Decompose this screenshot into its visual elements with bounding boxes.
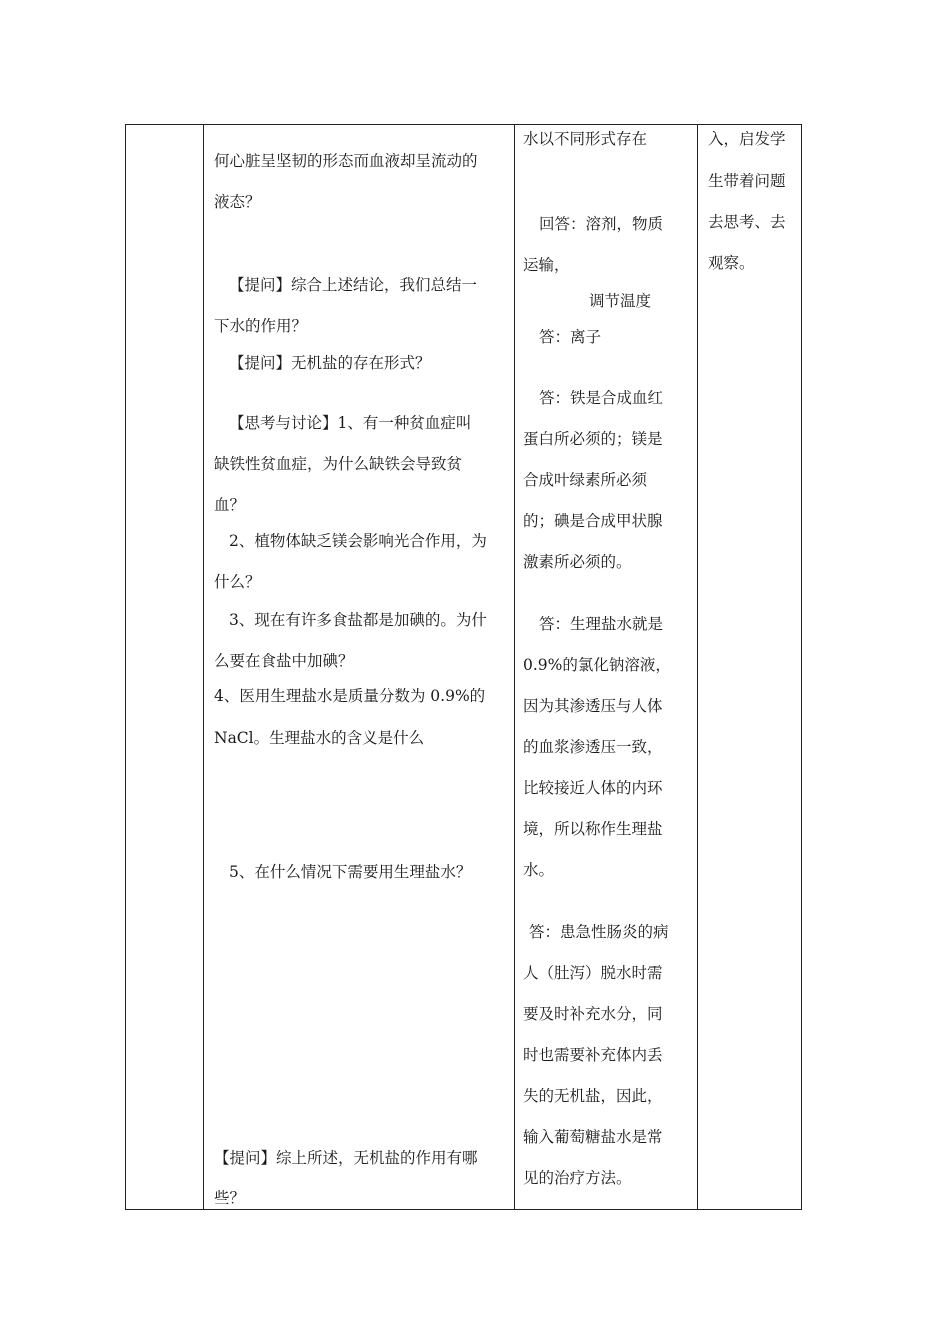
text-line: 激素所必须的。	[523, 553, 632, 571]
text-line: 观察。	[708, 254, 755, 272]
text-line: 答：铁是合成血红	[539, 389, 664, 407]
text-line: 输入葡萄糖盐水是常	[523, 1128, 663, 1146]
text-line: 境，所以称作生理盐	[523, 820, 663, 838]
text-line: 么要在食盐中加碘？	[214, 652, 354, 670]
text-line: 5、在什么情况下需要用生理盐水？	[229, 863, 472, 881]
text-line: 时也需要补充体内丢	[523, 1046, 663, 1064]
text-line: 的血浆渗透压一致，	[523, 738, 663, 756]
text-line: 答：患急性肠炎的病	[529, 923, 669, 941]
text-line: 见的治疗方法。	[523, 1169, 632, 1187]
design-intent-cell	[698, 125, 802, 1209]
text-line: 失的无机盐，因此，	[523, 1087, 663, 1105]
text-line: 调节温度	[589, 292, 652, 310]
text-line: 答：生理盐水就是	[539, 615, 664, 633]
text-line: 血？	[214, 496, 246, 514]
text-line: 缺铁性贫血症，为什么缺铁会导致贫	[214, 455, 463, 473]
text-line: 的；碘是合成甲状腺	[523, 512, 663, 530]
text-line: 运输，	[523, 256, 570, 274]
text-line: 回答：溶剂，物质	[539, 215, 664, 233]
text-line: 【思考与讨论】1、有一种贫血症叫	[229, 414, 472, 432]
text-line: 合成叶绿素所必须	[523, 471, 648, 489]
text-line: 【提问】无机盐的存在形式？	[229, 354, 431, 372]
teacher-activity-cell	[204, 125, 514, 1209]
text-line: 0.9%的氯化钠溶液，	[523, 656, 671, 674]
text-line: NaCl。生理盐水的含义是什么	[214, 729, 425, 747]
text-line: 因为其渗透压与人体	[523, 697, 663, 715]
text-line: 【提问】综上所述，无机盐的作用有哪	[214, 1149, 478, 1167]
text-line: 【提问】综合上述结论，我们总结一	[229, 276, 478, 294]
text-line: 什么？	[214, 573, 261, 591]
text-line: 何心脏呈坚韧的形态而血液却呈流动的	[214, 152, 478, 170]
text-line: 4、医用生理盐水是质量分数为 0.9%的	[214, 687, 486, 705]
text-line: 下水的作用？	[214, 317, 308, 335]
student-activity-cell	[515, 125, 697, 1209]
text-line: 2、植物体缺乏镁会影响光合作用，为	[229, 532, 487, 550]
text-line: 比较接近人体的内环	[523, 779, 663, 797]
text-line: 些？	[214, 1189, 246, 1207]
text-line: 生带着问题	[708, 172, 786, 190]
text-line: 答：离子	[539, 328, 602, 346]
text-line: 人（肚泻）脱水时需	[523, 964, 663, 982]
text-line: 去思考、去	[708, 213, 786, 231]
text-line: 水。	[523, 861, 555, 879]
text-line: 液态？	[214, 193, 261, 211]
text-line: 水以不同形式存在	[523, 130, 648, 148]
text-line: 入，启发学	[708, 130, 786, 148]
text-line: 蛋白所必须的；镁是	[523, 430, 663, 448]
lesson-table	[125, 124, 802, 1210]
column-1-cell	[126, 125, 203, 1209]
text-line: 要及时补充水分，同	[523, 1005, 663, 1023]
text-line: 3、现在有许多食盐都是加碘的。为什	[229, 611, 487, 629]
